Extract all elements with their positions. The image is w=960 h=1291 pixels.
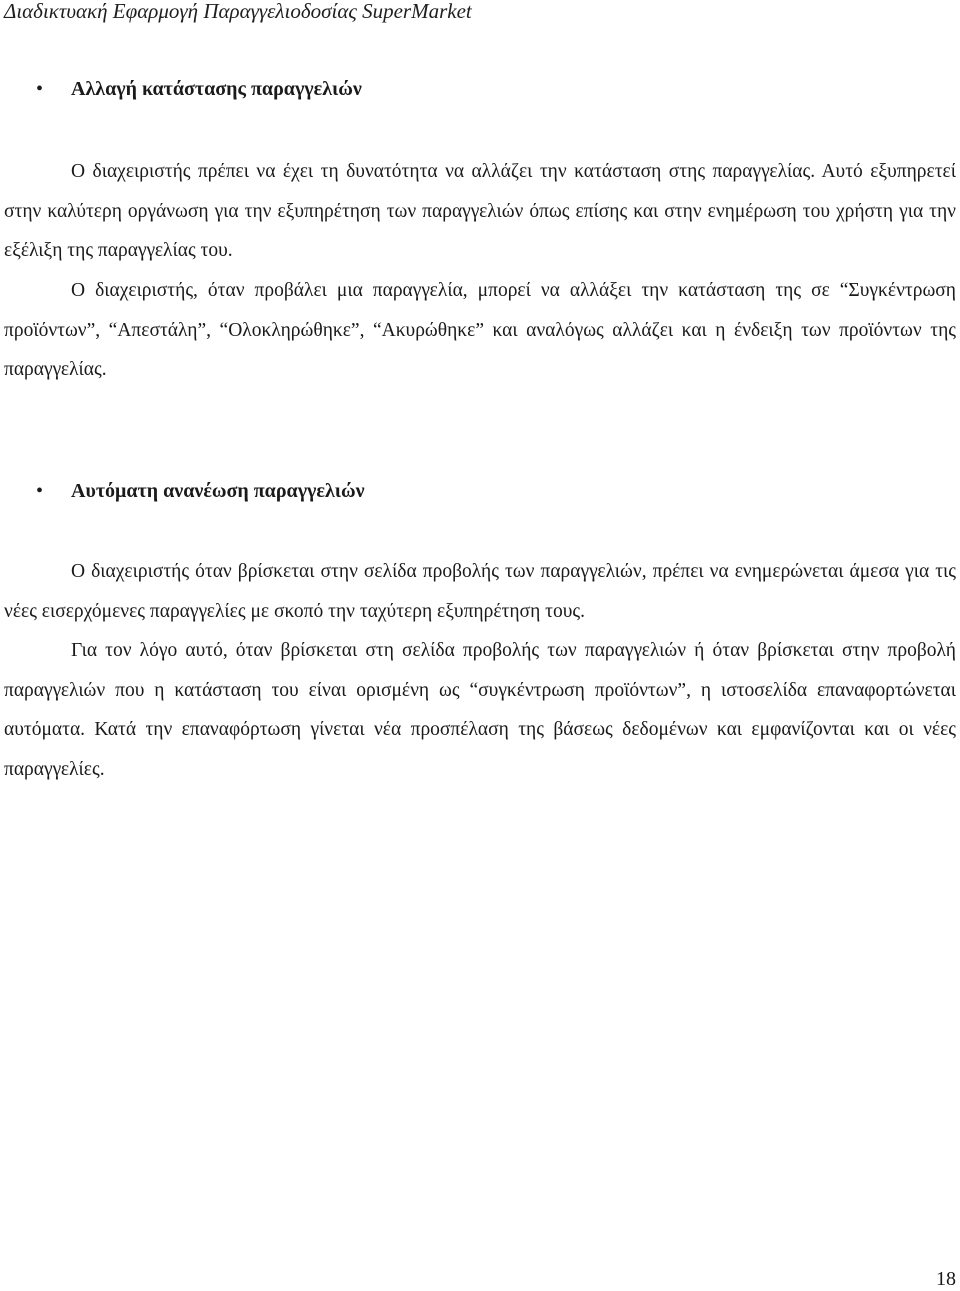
bullet-icon: • [36,480,44,502]
section-heading-order-status [36,78,362,101]
paragraph: Για τον λόγο αυτό, όταν βρίσκεται στη σελίδα προβολής των παραγγελιών ή όταν βρίσκεται στην προβολή παραγγελιών που η κατάσταση του είναι ορισμένη ως “συγκέντρωση προϊόντων”, η ιστοσελίδα επαναφορτώνεται αυτόματα. Κατά την επαναφόρτωση γίνεται νέα προσπέλαση της βάσεως δεδομένων και εμφανίζονται και οι νέες παραγγελίες. [4,640,956,780]
section-heading-text: Αλλαγή κατάστασης παραγγελιών [71,78,362,100]
bullet-icon: • [36,78,44,100]
section-heading-text: Αυτόματη ανανέωση παραγγελιών [71,480,365,502]
paragraph: Ο διαχειριστής όταν βρίσκεται στην σελίδα προβολής των παραγγελιών, πρέπει να ενημερώνεται άμεσα για τις νέες εισερχόμενες παραγγελίες με σκοπό την ταχύτερη εξυπηρέτηση τους. [4,561,956,622]
document-header: Διαδικτυακή Εφαρμογή Παραγγελιοδοσίας SuperMarket [4,0,472,23]
paragraph: Ο διαχειριστής πρέπει να έχει τη δυνατότητα να αλλάζει την κατάσταση στης παραγγελίας. Αυτό εξυπηρετεί στην καλύτερη οργάνωση για την εξυπηρέτηση των παραγγελιών όπως επίσης και στην ενημέρωση του χρήστη για την εξέλιξη της παραγγελίας του. [4,161,956,262]
paragraph: Ο διαχειριστής, όταν προβάλει μια παραγγελία, μπορεί να αλλάξει την κατάσταση της σε “Συγκέντρωση προϊόντων”, “Απεστάλη”, “Ολοκληρώθηκε”, “Ακυρώθηκε” και αναλόγως αλλάζει και η ένδειξη των προϊόντων της παραγγελίας. [4,280,956,381]
section-heading-auto-refresh [36,480,365,503]
page-number: 18 [936,1268,956,1290]
